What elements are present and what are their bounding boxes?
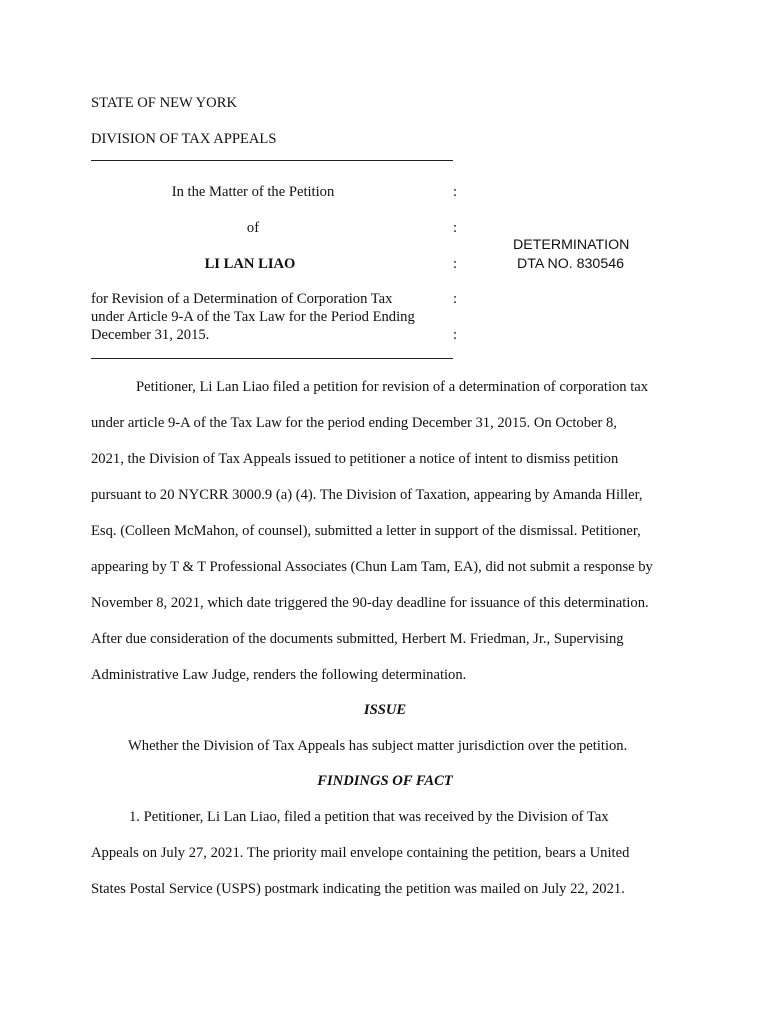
caption-of: of [246,220,260,236]
determination-label: DETERMINATION [513,237,630,253]
intro-line: Petitioner, Li Lan Liao filed a petition for revision of a determination of corporation tax [136,379,649,395]
caption-revision-line: December 31, 2015. [91,327,210,343]
finding-line: Appeals on July 27, 2021. The priority mail envelope containing the petition, bears a United [91,845,630,861]
intro-line: appearing by T & T Professional Associates (Chun Lam Tam, EA), did not submit a response by [91,559,653,575]
caption-revision-line: for Revision of a Determination of Corporation Tax [91,291,393,307]
caption-colon: : [453,291,458,307]
intro-line: under article 9-A of the Tax Law for the period ending December 31, 2015. On October 8, [91,415,617,431]
caption-colon: : [453,220,458,236]
caption-colon: : [453,256,458,272]
intro-line: Administrative Law Judge, renders the following determination. [91,667,467,683]
caption-colon: : [453,327,458,343]
caption-colon: : [453,184,458,200]
intro-line: 2021, the Division of Tax Appeals issued to petitioner a notice of intent to dismiss petition [91,451,619,467]
caption-petitioner: LI LAN LIAO [204,256,296,272]
intro-line: Esq. (Colleen McMahon, of counsel), submitted a letter in support of the dismissal. Petitioner, [91,523,641,539]
finding-line: 1. Petitioner, Li Lan Liao, filed a petition that was received by the Division of Tax [129,809,609,825]
state-header: STATE OF NEW YORK [91,95,237,111]
findings-heading: FINDINGS OF FACT [317,773,453,789]
dta-number: DTA NO. 830546 [517,256,624,272]
finding-line: States Postal Service (USPS) postmark indicating the petition was mailed on July 22, 2021. [91,881,625,897]
intro-line: pursuant to 20 NYCRR 3000.9 (a) (4). The Division of Taxation, appearing by Amanda Hiller, [91,487,643,503]
caption-revision-line: under Article 9-A of the Tax Law for the Period Ending [91,309,415,325]
intro-line: After due consideration of the documents submitted, Herbert M. Friedman, Jr., Supervising [91,631,624,647]
caption-bottom-rule [91,358,453,359]
caption-top-rule [91,160,453,161]
division-header: DIVISION OF TAX APPEALS [91,131,277,147]
issue-heading: ISSUE [363,702,407,718]
caption-matter: In the Matter of the Petition [171,184,335,200]
issue-text: Whether the Division of Tax Appeals has subject matter jurisdiction over the petition. [128,738,628,754]
intro-line: November 8, 2021, which date triggered the 90-day deadline for issuance of this determination. [91,595,649,611]
